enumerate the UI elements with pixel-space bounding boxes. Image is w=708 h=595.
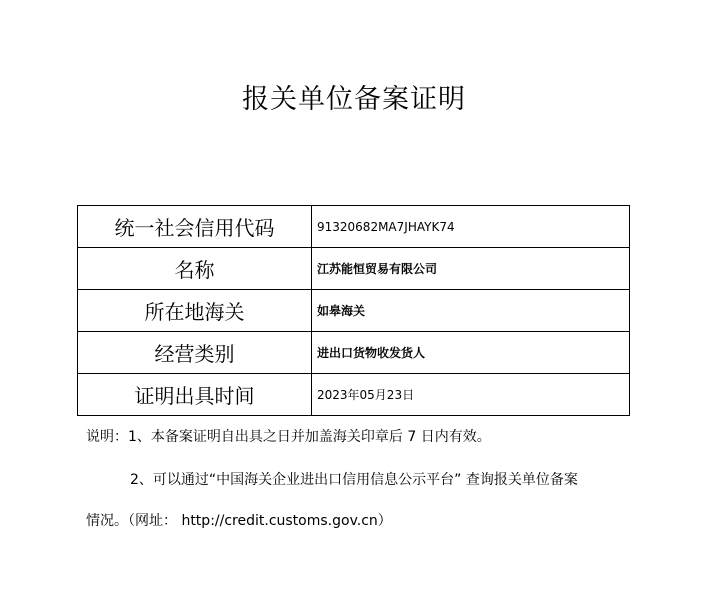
business-type-label: 经营类别 — [78, 332, 312, 374]
note-line-3: 情况。（网址： http://credit.customs.gov.cn） — [86, 513, 392, 529]
company-name-label: 名称 — [78, 248, 312, 290]
issue-date-value: 2023年05月23日 — [312, 374, 630, 416]
issue-date-label: 证明出具时间 — [78, 374, 312, 416]
company-name-value: 江苏能恒贸易有限公司 — [312, 248, 630, 290]
customs-office-value: 如皋海关 — [312, 290, 630, 332]
document-title: 报关单位备案证明 — [242, 84, 466, 115]
business-type-value: 进出口货物收发货人 — [312, 332, 630, 374]
table-row — [78, 248, 630, 290]
credit-code-value: 91320682MA7JHAYK74 — [312, 206, 630, 248]
table-row — [78, 374, 630, 416]
record-table — [77, 205, 630, 416]
note-line-1: 说明：1、本备案证明自出具之日并加盖海关印章后 7 日内有效。 — [86, 429, 491, 445]
table-row — [78, 206, 630, 248]
customs-office-label: 所在地海关 — [78, 290, 312, 332]
table-row — [78, 290, 630, 332]
credit-code-label: 统一社会信用代码 — [78, 206, 312, 248]
table-row — [78, 332, 630, 374]
note-line-2: 2、可以通过“中国海关企业进出口信用信息公示平台” 查询报关单位备案 — [130, 472, 578, 488]
